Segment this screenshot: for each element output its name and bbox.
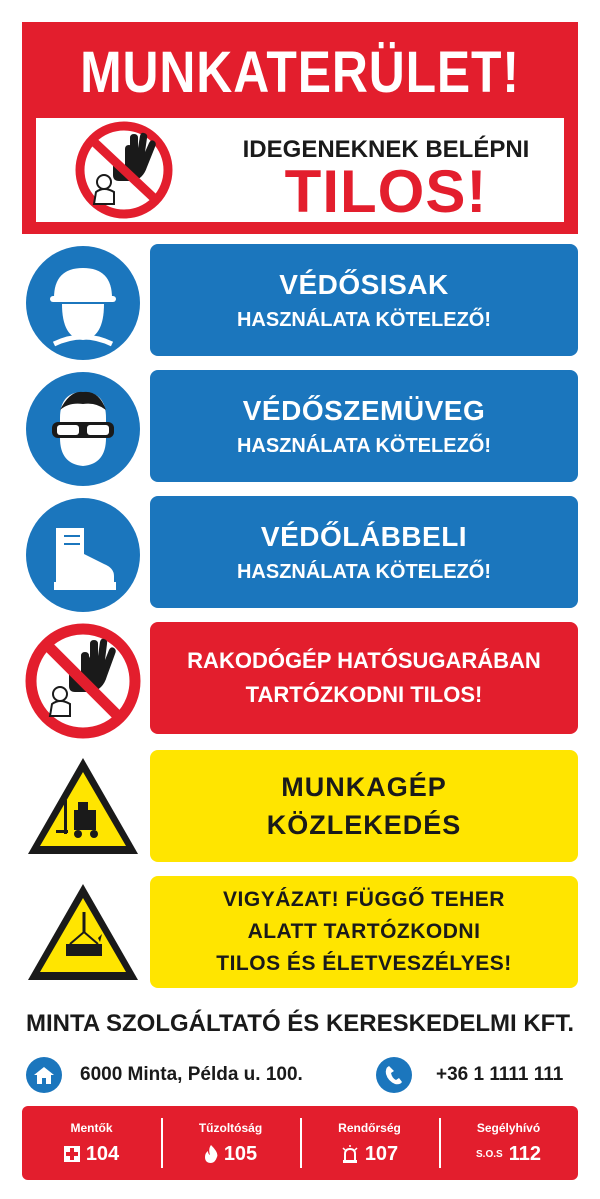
emergency-ambulance (22, 1106, 161, 1180)
emergency-label: Segélyhívó (476, 1120, 541, 1135)
emergency-police (300, 1106, 439, 1180)
flame-icon (204, 1145, 218, 1163)
safety-boot-icon (24, 496, 142, 614)
header-inner-box (36, 118, 564, 225)
address-row (26, 1055, 303, 1095)
panel-line3: TILOS ÉS ÉLETVESZÉLYES! (216, 952, 512, 975)
panel-subtitle: HASZNÁLATA KÖTELEZŐ! (236, 560, 492, 583)
header-subtitle: IDEGENEKNEK BELÉPNI (242, 136, 530, 163)
suspended-load-warning-icon (24, 880, 142, 984)
phone-icon (376, 1057, 412, 1093)
sos-icon: S.O.S (476, 1148, 503, 1160)
header-tilos: TILOS! (284, 158, 488, 225)
panel-title: VÉDŐLÁBBELI (260, 520, 468, 552)
panel-forklift (150, 750, 578, 862)
panel-title: RAKODÓGÉP HATÓSUGARÁBAN (187, 648, 541, 673)
panel-subtitle: KÖZLEKEDÉS (266, 810, 462, 840)
panel-boot (150, 496, 578, 608)
phone-row (376, 1055, 563, 1095)
panel-goggles (150, 370, 578, 482)
home-icon (26, 1057, 62, 1093)
emergency-label: Rendőrség (338, 1120, 401, 1135)
siren-icon (341, 1145, 359, 1163)
header-banner (22, 22, 578, 234)
emergency-fire (161, 1106, 300, 1180)
emergency-general (439, 1106, 578, 1180)
safety-goggles-icon (24, 370, 142, 488)
emergency-label: Tűzoltóság (198, 1120, 263, 1135)
panel-title: MUNKAGÉP (281, 772, 447, 802)
header-title: MUNKATERÜLET! (80, 40, 520, 105)
emergency-number: 104 (85, 1142, 120, 1165)
panel-subtitle: HASZNÁLATA KÖTELEZŐ! (236, 434, 492, 457)
panel-hard-hat (150, 244, 578, 356)
address-text: 6000 Minta, Példa u. 100. (80, 1064, 303, 1085)
panel-title: VIGYÁZAT! FÜGGŐ TEHER (223, 888, 505, 911)
emergency-number: 105 (223, 1142, 258, 1165)
panel-line2: ALATT TARTÓZKODNI (247, 920, 481, 943)
hard-hat-icon (24, 244, 142, 362)
emergency-label: Mentők (70, 1120, 113, 1135)
panel-subtitle: TARTÓZKODNI TILOS! (245, 682, 483, 707)
no-entry-hand-icon (72, 120, 176, 220)
panel-suspended-load (150, 876, 578, 988)
phone-text: +36 1 1111 111 (436, 1064, 564, 1085)
panel-title: VÉDŐSZEMÜVEG (242, 394, 486, 426)
emergency-number: 112 (508, 1142, 541, 1165)
panel-no-entry (150, 622, 578, 734)
company-name: MINTA SZOLGÁLTATÓ ÉS KERESKEDELMI KFT. (26, 1010, 574, 1037)
no-entry-hand-icon (24, 622, 142, 740)
emergency-number: 107 (364, 1142, 399, 1165)
panel-subtitle: HASZNÁLATA KÖTELEZŐ! (236, 308, 492, 331)
panel-title: VÉDŐSISAK (279, 268, 449, 300)
first-aid-cross-icon (64, 1146, 80, 1162)
forklift-warning-icon (24, 754, 142, 858)
emergency-numbers-bar (22, 1106, 578, 1180)
